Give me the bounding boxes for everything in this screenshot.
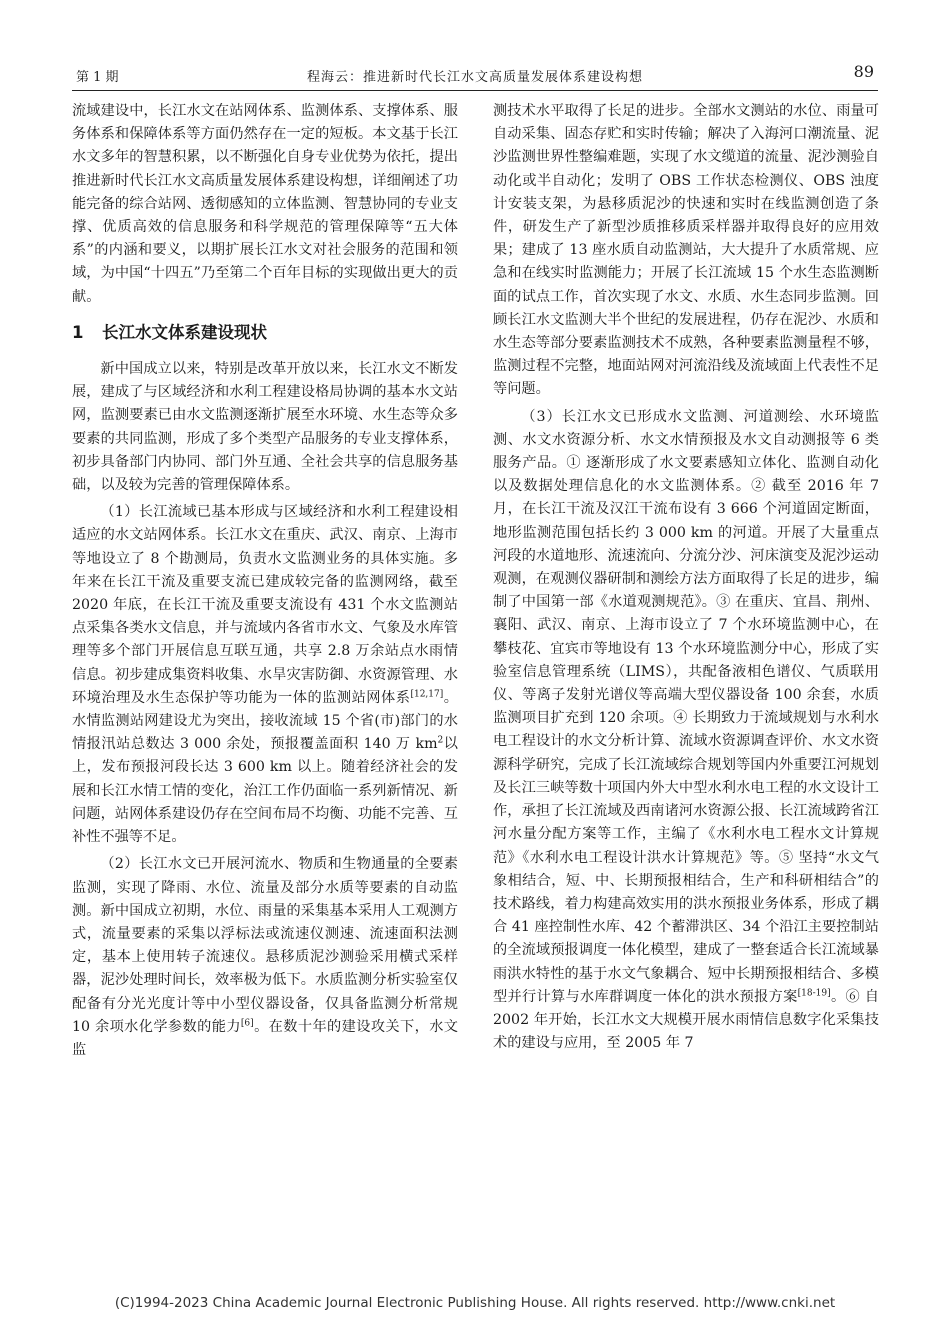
citation: [18-19] <box>797 987 831 998</box>
paragraph: 新中国成立以来，特别是改革开放以来，长江水文不断发展，建成了与区域经济和水利工程建设格局协调的基本水文站网，监测要素已由水文监测逐渐扩展至水环境、水生态等众多要素的共同监测，形成了多个类型产品服务的专业支撑体系，初步具备部门内协同、部门外互通、全社会共享的信息服务基础，以及较为完善的管理保障体系。 <box>72 361 458 494</box>
running-header <box>72 56 878 91</box>
running-title: 程海云：推进新时代长江水文高质量发展体系建设构想 <box>306 70 643 85</box>
paragraph-text: （3）长江水文已形成水文监测、河道测绘、水环境监测、水文水资源分析、水文水情预报及水文自动测报等 6 类服务产品。① 逐渐形成了水文要素感知立体化、监测自动化以及数据处理信息化的水文监测体系。② 截至 2016 年 7 月，在长江干流及汉江干流布设有 3 666 个河道固定断面，地形监测范围包括长约 3 000 km 的河道。开展了大量重点河段的水道地形、流速流向、分流分沙、河床演变及泥沙运动观测，在观测仪器研制和测绘方法方面取得了长足的进步，编制了中国第一部《水道观测规范》。③ 在重庆、宜昌、荆州、襄阳、武汉、南京、上海市设立了 7 个水环境监测中心，在攀枝花、宜宾市等地设有 13 个水环境监测分中心，形成了实验室信息管理系统（LIMS），共配备液相色谱仪、气质联用仪、等离子发射光谱仪等高端大型仪器设备 100 余套，水质监测项目扩充到 120 余项。④ 长期致力于流域规划与水利水电工程设计的水文分析计算、流域水资源调查评价、水文水资源科学研究，完成了长江流域综合规划等国内外重要江河规划及长江三峡等数十项国内外大中型水利水电工程的水文设计工作，承担了长江流域及西南诸河水资源公报、长江流域跨省江河水量分配方案等工作，主编了《水利水电工程水文计算规范》《水利水电工程设计洪水计算规范》等。⑤ 坚持“水文气象相结合，短、中、长期预报相结合，生产和科研相结合”的技术路线，着力构建高效实用的洪水预报业务体系，形成了耦合 41 座控制性水库、42 个蓄滞洪区、34 个沿江主要控制站的全流域预报调度一体化模型，建成了一整套适合长江流域暴雨洪水特性的基于水文气象耦合、短中长期预报相结合、多模型并行计算与水库群调度一体化的洪水预报方案 <box>493 408 879 1005</box>
issue-number: 第 1 期 <box>76 70 119 85</box>
citation: [6] <box>240 1017 254 1028</box>
section-number: 1 <box>72 322 84 342</box>
paragraph <box>493 406 879 1056</box>
paragraph <box>72 853 458 1062</box>
left-column <box>72 100 458 1066</box>
intro-paragraph: 流域建设中，长江水文在站网体系、监测体系、支撑体系、服务体系和保障体系等方面仍然存在一定的短板。本文基于长江水文多年的智慧积累，以不断强化自身专业优势为依托，提出推进新时代长江水文高质量发展体系建设构想，详细阐述了功能完备的综合站网、透彻感知的立体监测、智慧协同的专业支撑、优质高效的信息服务和科学规范的管理保障等“五大体系”的内涵和要义，以期扩展长江水文对社会服务的范围和领域，为中国“十四五”乃至第二个百年目标的实现做出更大的贡献。 <box>72 103 458 305</box>
section-heading <box>72 321 458 344</box>
section-title: 长江水文体系建设现状 <box>102 322 267 342</box>
right-column <box>493 100 879 1059</box>
paragraph-text: 以上，发布预报河段长达 3 600 km 以上。随着经济社会的发展和长江水情工情的变化，治江工作仍面临一系列新情况、新问题，站网体系建设仍存在空间布局不均衡、功能不完善、互补性不强等不足。 <box>72 736 458 846</box>
paragraph-text: （1）长江流域已基本形成与区域经济和水利工程建设相适应的水文站网体系。长江水文在重庆、武汉、南京、上海市等地设立了 8 个勘测局，负责水文监测业务的具体实施。多年来在长江干流及重要支流已建成较完备的监测网络，截至 2020 年底，在长江干流及重要支流设有 431 个水文监测站点采集各类水文信息，并与流域内各省市水文、气象及水库管理等多个部门开展信息互联互通，共享 2.8 万余站点水雨情信息。初步建成集资料收集、水旱灾害防御、水资源管理、水环境治理及水生态保护等功能为一体的监测站网体系 <box>72 504 458 706</box>
paragraph-text: （2）长江水文已开展河流水、物质和生物通量的全要素监测，实现了降雨、水位、流量及部分水质等要素的自动监测。新中国成立初期，水位、雨量的采集基本采用人工观测方式，流量要素的采集以浮标法或流速仪测速、流速面积法测定，基本上使用转子流速仪。悬移质泥沙测验采用横式采样器，泥沙处理时间长，效率极为低下。水质监测分析实验室仅配备有分光光度计等中小型仪器设备，仅具备监测分析常规 10 余项水化学参数的能力 <box>72 856 458 1035</box>
page-number: 89 <box>853 62 874 81</box>
paragraph <box>72 501 458 849</box>
paragraph-text: 。水情监测站网建设尤为突出，接收流域 15 个省(市)部门的水情报汛站总数达 3 000 余处，预报覆盖面积 140 万 km <box>72 689 458 753</box>
superscript: 2 <box>437 735 444 746</box>
citation: [12,17] <box>410 689 444 700</box>
paragraph-text: 。⑥ 自 2002 年开始，长江水文大规模开展水雨情信息数字化采集技术的建设与应用，至 2005 年 7 <box>493 988 879 1052</box>
copyright-footer: (C)1994-2023 China Academic Journal Electronic Publishing House. All rights reserved. http://www.cnki.net <box>114 1295 836 1311</box>
paragraph: 测技术水平取得了长足的进步。全部水文测站的水位、雨量可自动采集、固态存贮和实时传输；解决了入海河口潮流量、泥沙监测世界性整编难题，实现了水文缆道的流量、泥沙测验自动化或半自动化；发明了 OBS 工作状态检测仪、OBS 浊度计安装支架，为悬移质泥沙的快速和实时在线监测创造了条件，研发生产了新型沙质推移质采样器并取得良好的应用效果；建成了 13 座水质自动监测站，大大提升了水质常规、应急和在线实时监测能力；开展了长江流域 15 个水生态监测断面的试点工作，首次实现了水文、水质、水生态同步监测。回顾长江水文监测大半个世纪的发展进程，仍存在泥沙、水质和水生态等部分要素监测技术不成熟，各种要素监测量程不够，监测过程不完整，地面站网对河流沿线及流域面上代表性不足等问题。 <box>493 103 879 398</box>
paragraph-text: 。在数十年的建设攻关下，水文监 <box>72 1018 458 1058</box>
